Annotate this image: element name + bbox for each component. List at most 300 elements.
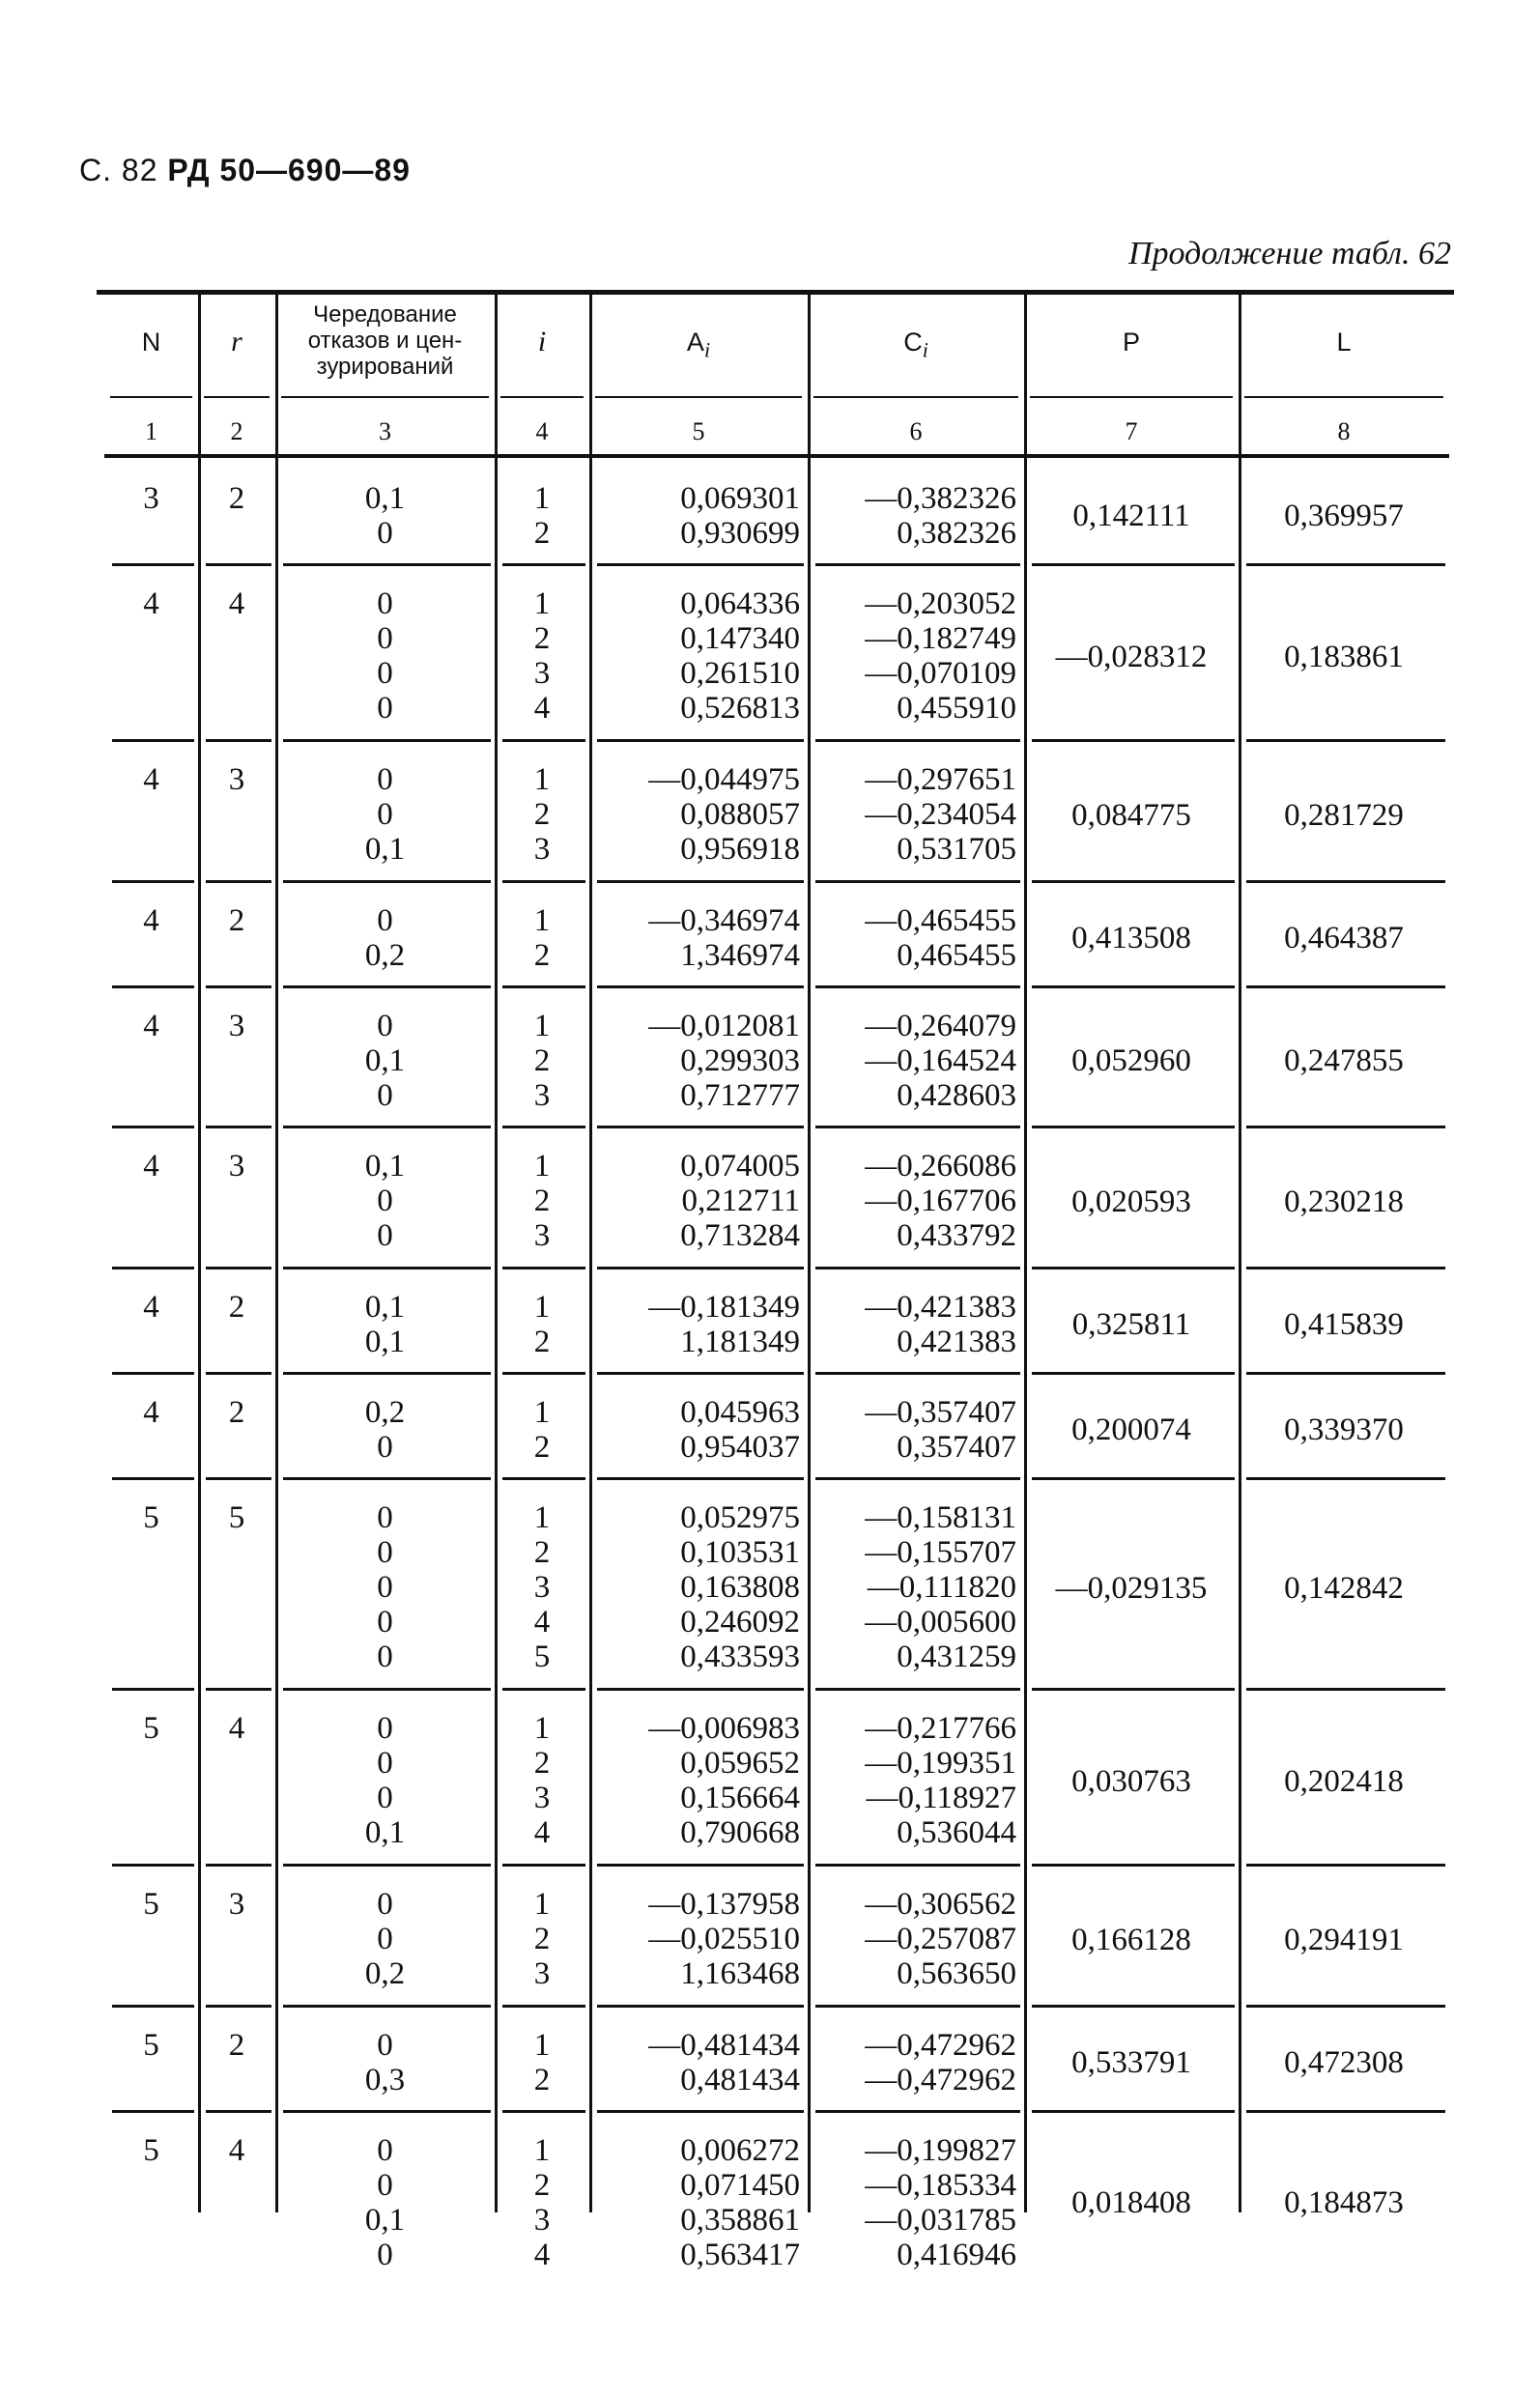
row-divider (206, 563, 271, 566)
cell-col-n (112, 903, 190, 938)
header-col-sequence: Чередование отказов и цен- зурирований (307, 301, 463, 380)
cell-value: 0,325811 (1071, 1306, 1191, 1342)
cell-value: 0,533791 (1071, 2044, 1191, 2080)
cell-col-sequence (283, 1395, 487, 1465)
cell-value: 0,536044 (897, 1815, 1016, 1850)
cell-value: 4 (143, 762, 159, 797)
cell-value: 0 (377, 586, 393, 621)
cell-col-l (1246, 1571, 1441, 1606)
cell-col-i (502, 586, 582, 726)
cell-col-c (815, 2028, 1028, 2097)
cell-value: 2 (533, 937, 551, 973)
page-header (79, 153, 411, 188)
row-divider (112, 1267, 194, 1269)
row-divider (206, 1267, 271, 1269)
row-divider (815, 1477, 1020, 1480)
column-divider (275, 458, 278, 2212)
row-divider (815, 1267, 1020, 1269)
header-col-p: P (1122, 328, 1140, 357)
row-divider (502, 880, 585, 883)
cell-col-n (112, 1711, 190, 1746)
cell-value: 0,526813 (680, 691, 800, 726)
cell-value: 0,294191 (1284, 1922, 1404, 1957)
cell-col-p (1032, 640, 1231, 674)
cell-value: —0,012081 (648, 1008, 800, 1043)
row-divider (502, 1477, 585, 1480)
cell-value: 0,156664 (680, 1781, 800, 1815)
row-divider (1244, 396, 1443, 398)
cell-col-i (502, 1395, 582, 1465)
cell-value: 1 (533, 1711, 551, 1746)
column-divider (589, 295, 592, 454)
cell-value: 0 (377, 1887, 393, 1922)
header-col-l: L (1336, 328, 1352, 357)
cell-value: 0,142842 (1284, 1570, 1404, 1606)
cell-value: 0,052960 (1071, 1043, 1191, 1078)
cell-value: 1 (533, 1394, 551, 1430)
cell-value: 0,1 (364, 1289, 406, 1325)
cell-value: 0,069301 (680, 481, 800, 516)
cell-col-i (502, 1009, 582, 1113)
row-divider (112, 1688, 194, 1691)
cell-col-r (206, 1711, 268, 1746)
column-divider (1024, 295, 1027, 454)
cell-col-n (112, 1149, 190, 1184)
cell-col-sequence (283, 762, 487, 867)
cell-col-n (112, 1009, 190, 1043)
cell-col-p (1032, 1923, 1231, 1957)
row-divider (1032, 1477, 1235, 1480)
row-divider (112, 880, 194, 883)
cell-value: 2 (533, 2167, 551, 2203)
cell-value: 5 (143, 1499, 159, 1535)
row-divider (1032, 1267, 1235, 1269)
row-divider (97, 290, 1454, 295)
cell-value: 1 (533, 481, 551, 516)
cell-value: —0,167706 (865, 1184, 1016, 1218)
cell-value: 3 (143, 481, 159, 516)
cell-value: —0,182749 (865, 621, 1016, 656)
row-divider (206, 985, 271, 988)
row-divider (597, 985, 804, 988)
column-divider (808, 458, 811, 2212)
cell-value: 0,481434 (680, 2062, 800, 2097)
row-divider (206, 2110, 271, 2113)
cell-value: 5 (143, 2132, 159, 2168)
cell-value: —0,025510 (648, 1922, 800, 1956)
cell-value: 4 (228, 2132, 245, 2168)
cell-value: 4 (143, 586, 159, 621)
cell-value: 0,281729 (1284, 797, 1404, 833)
cell-col-p (1032, 1184, 1231, 1219)
row-divider (502, 739, 585, 742)
row-divider (1032, 2110, 1235, 2113)
cell-col-n (112, 2133, 190, 2168)
row-divider (204, 396, 270, 398)
cell-value: 2 (533, 1746, 551, 1781)
row-divider (283, 1864, 491, 1867)
cell-value: 1 (533, 1499, 551, 1535)
cell-col-c (815, 1149, 1028, 1253)
row-divider (597, 563, 804, 566)
cell-value: 3 (533, 1569, 551, 1605)
cell-col-r (206, 1290, 268, 1325)
cell-value: —0,257087 (865, 1922, 1016, 1956)
cell-value: —0,421383 (865, 1289, 1016, 1325)
cell-col-a (597, 481, 812, 551)
column-number: 6 (909, 417, 923, 445)
column-number: 2 (230, 417, 243, 445)
header-col-c: $C_i$ (903, 328, 928, 362)
cell-value: —0,137958 (648, 1887, 800, 1922)
cell-value: —0,199827 (865, 2132, 1016, 2168)
row-divider (283, 985, 491, 988)
cell-value: 3 (533, 832, 551, 867)
cell-col-r (206, 903, 268, 938)
column-number: 5 (692, 417, 705, 445)
cell-value: 0,212711 (681, 1184, 800, 1218)
cell-value: —0,111820 (867, 1569, 1016, 1605)
cell-value: —0,005600 (865, 1604, 1016, 1640)
row-divider (283, 2005, 491, 2008)
header-col-a: $A_i$ (686, 328, 711, 362)
cell-value: 2 (533, 621, 551, 656)
cell-value: 3 (228, 1887, 245, 1922)
cell-value: 3 (533, 2202, 551, 2238)
cell-value: 4 (143, 1008, 159, 1043)
cell-col-n (112, 762, 190, 797)
row-divider (815, 2005, 1020, 2008)
cell-col-n (112, 1500, 190, 1535)
cell-value: —0,217766 (865, 1711, 1016, 1746)
cell-col-n (112, 586, 190, 621)
cell-value: 0,358861 (680, 2202, 800, 2238)
cell-col-p (1032, 1307, 1231, 1342)
cell-value: 1,163468 (680, 1956, 800, 1991)
row-divider (1246, 563, 1445, 566)
cell-value: 0,433792 (897, 1218, 1016, 1253)
cell-value: 0,246092 (680, 1604, 800, 1640)
row-divider (815, 880, 1020, 883)
cell-col-p (1032, 1764, 1231, 1799)
row-divider (1246, 1477, 1445, 1480)
cell-col-r (206, 586, 268, 621)
cell-value: —0,006983 (648, 1711, 800, 1746)
row-divider (1032, 2005, 1235, 2008)
cell-col-l (1246, 1043, 1441, 1078)
cell-value: 0,202418 (1284, 1763, 1404, 1799)
cell-value: —0,070109 (865, 656, 1016, 691)
cell-value: 2 (533, 1922, 551, 1956)
cell-value: 1 (533, 2027, 551, 2063)
cell-value: 3 (533, 1781, 551, 1815)
row-divider (815, 1372, 1020, 1375)
cell-value: 0,071450 (680, 2167, 800, 2203)
cell-value: 0 (377, 516, 393, 551)
cell-value: 2 (533, 797, 551, 832)
cell-col-sequence (283, 1290, 487, 1359)
cell-value: 0,166128 (1071, 1922, 1191, 1957)
cell-col-c (815, 2133, 1028, 2272)
row-divider (500, 396, 584, 398)
cell-col-n (112, 1887, 190, 1922)
cell-value: 1 (533, 1149, 551, 1184)
row-divider (206, 1372, 271, 1375)
row-divider (1246, 2005, 1445, 2008)
cell-value: 5 (228, 1499, 245, 1535)
column-number: 4 (535, 417, 549, 445)
cell-col-p (1032, 499, 1231, 533)
cell-value: 0,563650 (897, 1956, 1016, 1991)
column-divider (589, 458, 592, 2212)
cell-col-r (206, 762, 268, 797)
cell-value: 3 (533, 1077, 551, 1113)
row-divider (112, 739, 194, 742)
cell-col-sequence (283, 1009, 487, 1113)
row-divider (1032, 1126, 1235, 1128)
cell-value: 0,163808 (680, 1569, 800, 1605)
document-code: РД 50—690—89 (167, 153, 411, 187)
row-divider (1246, 739, 1445, 742)
cell-value: 0,1 (364, 1815, 406, 1850)
cell-value: 1,181349 (680, 1324, 800, 1359)
cell-col-n (112, 1290, 190, 1325)
cell-value: 0 (377, 1077, 393, 1113)
row-divider (1032, 985, 1235, 988)
cell-col-c (815, 762, 1028, 867)
row-divider (597, 2005, 804, 2008)
cell-value: 0 (377, 2027, 393, 2063)
cell-col-sequence (283, 1500, 487, 1674)
cell-value: 0,1 (364, 1149, 406, 1184)
cell-value: 0,790668 (680, 1815, 800, 1850)
header-col-n: N (141, 328, 161, 357)
cell-col-p (1032, 1043, 1231, 1078)
cell-col-c (815, 1500, 1028, 1674)
cell-value: —0,158131 (865, 1499, 1016, 1535)
cell-value: 0,184873 (1284, 2185, 1404, 2221)
cell-value: 4 (228, 586, 245, 621)
row-divider (283, 1267, 491, 1269)
cell-value: 0 (377, 2237, 393, 2272)
cell-value: —0,266086 (865, 1149, 1016, 1184)
row-divider (815, 1864, 1020, 1867)
row-divider (112, 1372, 194, 1375)
cell-value: 2 (533, 1429, 551, 1465)
row-divider (1246, 1688, 1445, 1691)
page-number: С. 82 (79, 153, 158, 187)
cell-value: 2 (533, 1324, 551, 1359)
cell-value: 0,2 (364, 1956, 406, 1991)
cell-col-sequence (283, 586, 487, 726)
cell-col-a (597, 903, 812, 973)
cell-value: 0,433593 (680, 1639, 800, 1674)
cell-value: 0,413508 (1071, 920, 1191, 956)
row-divider (283, 739, 491, 742)
row-divider (813, 396, 1018, 398)
row-divider (283, 563, 491, 566)
header-col-i: i (537, 326, 547, 357)
cell-col-r (206, 1149, 268, 1184)
cell-value: 0,3 (364, 2062, 406, 2097)
cell-col-c (815, 1711, 1028, 1850)
cell-value: 0 (377, 1711, 393, 1746)
cell-col-sequence (283, 481, 487, 551)
cell-value: —0,044975 (648, 762, 800, 797)
cell-col-i (502, 481, 582, 551)
header-col-r: r (231, 326, 242, 357)
row-divider (1246, 880, 1445, 883)
cell-value: 2 (228, 2027, 245, 2063)
cell-value: 0 (377, 656, 393, 691)
cell-value: 0,059652 (680, 1746, 800, 1781)
cell-value: 0,020593 (1071, 1184, 1191, 1219)
cell-value: 4 (143, 1149, 159, 1184)
row-divider (1032, 739, 1235, 742)
row-divider (597, 1864, 804, 1867)
cell-value: 0,030763 (1071, 1763, 1191, 1799)
cell-value: 5 (143, 2027, 159, 2063)
cell-col-i (502, 1500, 582, 1674)
cell-col-l (1246, 2045, 1441, 2080)
row-divider (502, 1267, 585, 1269)
row-divider (1246, 2110, 1445, 2113)
cell-value: 0,052975 (680, 1499, 800, 1535)
cell-value: 4 (143, 902, 159, 938)
cell-value: 4 (533, 2237, 551, 2272)
cell-value: 0 (377, 1604, 393, 1640)
cell-value: 0,142111 (1072, 499, 1190, 534)
column-divider (808, 295, 811, 454)
row-divider (283, 1372, 491, 1375)
column-number: 3 (379, 417, 391, 445)
cell-value: 0,1 (364, 1042, 406, 1078)
cell-value: 0,369957 (1284, 499, 1404, 534)
cell-col-r (206, 1395, 268, 1430)
cell-value: 3 (533, 1218, 551, 1253)
row-divider (110, 396, 192, 398)
cell-value: —0,155707 (865, 1534, 1016, 1570)
cell-value: 2 (228, 481, 245, 516)
row-divider (283, 1126, 491, 1128)
row-divider (502, 1688, 585, 1691)
column-divider (1239, 458, 1241, 2212)
cell-value: 0,464387 (1284, 920, 1404, 956)
row-divider (1032, 1372, 1235, 1375)
cell-value: 1 (533, 762, 551, 797)
row-divider (1246, 1372, 1445, 1375)
cell-value: 3 (228, 1149, 245, 1184)
row-divider (1030, 396, 1233, 398)
cell-value: 0,200074 (1071, 1412, 1191, 1447)
cell-col-l (1246, 1184, 1441, 1219)
cell-value: 5 (143, 1711, 159, 1746)
cell-col-a (597, 1887, 812, 1991)
row-divider (502, 1126, 585, 1128)
cell-value: 0,064336 (680, 586, 800, 621)
cell-value: 1,346974 (680, 937, 800, 973)
cell-value: —0,118927 (866, 1781, 1016, 1815)
cell-value: 0 (377, 1499, 393, 1535)
cell-value: 4 (143, 1289, 159, 1325)
cell-value: 0 (377, 797, 393, 832)
cell-value: —0,472962 (865, 2062, 1016, 2097)
row-divider (112, 1477, 194, 1480)
cell-value: 2 (533, 1042, 551, 1078)
cell-value: 0,1 (364, 481, 406, 516)
row-divider (112, 985, 194, 988)
row-divider (206, 739, 271, 742)
row-divider (112, 1864, 194, 1867)
cell-value: 2 (228, 1289, 245, 1325)
row-divider (815, 1126, 1020, 1128)
row-divider (595, 396, 802, 398)
cell-value: 0,712777 (680, 1077, 800, 1113)
cell-value: 0 (377, 1184, 393, 1218)
column-divider (495, 295, 498, 454)
row-divider (283, 2110, 491, 2113)
cell-value: 5 (143, 1887, 159, 1922)
cell-value: 3 (228, 762, 245, 797)
cell-value: 4 (143, 1394, 159, 1430)
row-divider (206, 1126, 271, 1128)
column-divider (1024, 458, 1027, 2212)
row-divider (283, 1688, 491, 1691)
cell-col-r (206, 2028, 268, 2063)
cell-col-n (112, 481, 190, 516)
cell-value: 0,103531 (680, 1534, 800, 1570)
cell-value: 0,299303 (680, 1042, 800, 1078)
row-divider (1246, 1267, 1445, 1269)
cell-value: 3 (228, 1008, 245, 1043)
cell-value: 0 (377, 691, 393, 726)
cell-col-p (1032, 798, 1231, 833)
cell-value: 1 (533, 2132, 551, 2168)
cell-value: 0 (377, 2132, 393, 2168)
cell-value: —0,481434 (648, 2027, 800, 2063)
cell-col-n (112, 2028, 190, 2063)
cell-value: 0,415839 (1284, 1306, 1404, 1342)
column-divider (198, 295, 201, 454)
column-divider (198, 458, 201, 2212)
row-divider (815, 1688, 1020, 1691)
cell-value: 0,1 (364, 832, 406, 867)
row-divider (281, 396, 489, 398)
row-divider (597, 880, 804, 883)
cell-value: —0,346974 (648, 902, 800, 938)
cell-value: 0 (377, 1639, 393, 1674)
cell-value: —0,465455 (865, 902, 1016, 938)
cell-value: 0,956918 (680, 832, 800, 867)
cell-col-a (597, 762, 812, 867)
cell-value: —0,029135 (1055, 1570, 1208, 1606)
cell-value: 0,416946 (897, 2237, 1016, 2272)
column-number: 1 (145, 417, 157, 445)
cell-value: 0,088057 (680, 797, 800, 832)
cell-col-p (1032, 1571, 1231, 1606)
cell-col-p (1032, 2045, 1231, 2080)
cell-col-a (597, 1149, 812, 1253)
row-divider (1246, 985, 1445, 988)
cell-col-a (597, 1395, 812, 1465)
row-divider (502, 2005, 585, 2008)
cell-value: —0,297651 (865, 762, 1016, 797)
row-divider (206, 1688, 271, 1691)
row-divider (502, 2110, 585, 2113)
row-divider (112, 2110, 194, 2113)
row-divider (815, 2110, 1020, 2113)
cell-value: 0,431259 (897, 1639, 1016, 1674)
